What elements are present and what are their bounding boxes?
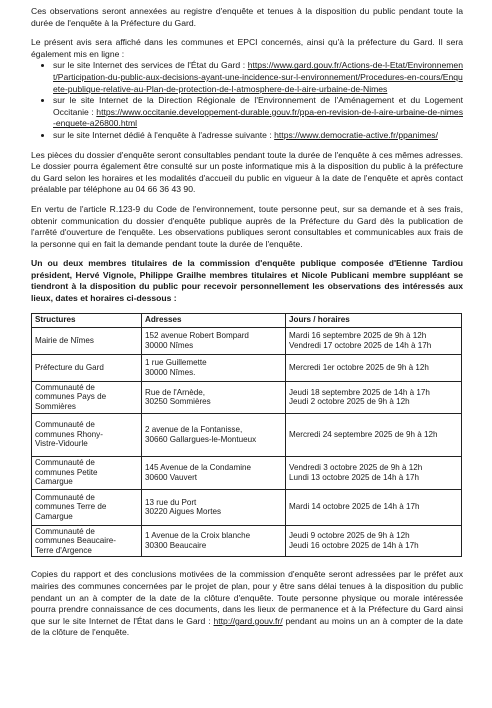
column-header-adresses: Adresses <box>142 313 286 327</box>
link-gard-gouv[interactable]: https://www.gard.gouv.fr/Actions-de-l-Etat/Environnement/Participation-du-public-aux-decisions-ayant-une-incidence-sur-l-environnement/Procedures-en-cours/Enquete-publique-relative-au-Plan-de-protection-de-l-atmosphere-de-l-aire-urbaine-de-Nimes <box>53 60 463 94</box>
link-dreal-occitanie[interactable]: https://www.occitanie.developpement-durable.gouv.fr/ppa-en-revision-de-l-aire-urbaine-de-nimes-enquete-a26800.html <box>53 106 463 129</box>
schedule-cell: Jeudi 18 septembre 2025 de 14h à 17h Jeudi 2 octobre 2025 de 9h à 12h <box>286 381 462 413</box>
structure-cell: Communauté de communes Beaucaire- Terre d'Argence <box>32 525 142 557</box>
schedule-cell: Jeudi 9 octobre 2025 de 9h à 12h Jeudi 16 octobre 2025 de 14h à 17h <box>286 525 462 557</box>
table-row <box>32 354 462 381</box>
address-cell: 2 avenue de la Fontanisse, 30660 Gallargues-le-Montueux <box>142 413 286 456</box>
address-cell: 13 rue du Port 30220 Aigues Mortes <box>142 489 286 525</box>
table-header-row <box>32 313 462 327</box>
table-row <box>32 327 462 354</box>
schedule-cell: Vendredi 3 octobre 2025 de 9h à 12h Lundi 13 octobre 2025 de 14h à 17h <box>286 456 462 489</box>
column-header-structures: Structures <box>32 313 142 327</box>
link-democratie-active[interactable]: https://www.democratie-active.fr/ppanimes/ <box>274 129 438 140</box>
table-row <box>32 456 462 489</box>
paragraph-commission: Un ou deux membres titulaires de la commission d'enquête publique composée d'Etienne Tardiou président, Hervé Vignole, Philippe Grailhe membres titulaires et Nicole Publicani membre suppléant se tiendront à la disposition du public pour recevoir personnellement les observations des intéressés aux lieux, dates et horaires ci-dessous : <box>31 258 463 304</box>
paragraph-pieces-dossier: Les pièces du dossier d'enquête seront consultables pendant toute la durée de l'enquête à ces mêmes adresses. Le dossier pourra également être consulté sur un poste informatique mis à la disposition du public à la préfecture du Gard selon les horaires et les modalités d'accueil du public en vigueur à la date de l'enquête et après contact préalable par téléphone au 04 66 36 43 90. <box>31 149 463 195</box>
link-gard-gouv-home[interactable]: http://gard.gouv.fr/ <box>213 615 283 626</box>
schedule-cell: Mercredi 24 septembre 2025 de 9h à 12h <box>286 413 462 456</box>
paragraph-article: En vertu de l'article R.123-9 du Code de l'environnement, toute personne peut, sur sa demande et à ses frais, obtenir communication du dossier d'enquête publique auprès de la Préfecture du Gard dès la publication de l'arrêté d'ouverture de l'enquête. Les observations publiques seront consultables et communicables aux frais de la personne qui en fait la demande pendant toute la durée de l'enquête. <box>31 203 463 249</box>
table-row <box>32 525 462 557</box>
permanences-table <box>31 313 462 558</box>
table-row <box>32 413 462 456</box>
structure-cell: Communauté de communes Rhony- Vistre-Vidourle <box>32 413 142 456</box>
schedule-cell: Mardi 16 septembre 2025 de 9h à 12h Vendredi 17 octobre 2025 de 14h à 17h <box>286 327 462 354</box>
list-item: • sur le site Internet de la Direction Régionale de l'Environnement de l'Aménagement et du Logement Occitanie : https://www.occitanie.developpement-durable.gouv.fr/ppa-en-revision-de-l-aire-urbaine-de-nimes-enquete-a26800.html <box>53 95 463 130</box>
structure-cell: Communauté de communes Pays de Sommières <box>32 381 142 413</box>
list-item: • sur le site Internet dédié à l'enquête à l'adresse suivante : https://www.democratie-active.fr/ppanimes/ <box>53 130 463 142</box>
online-sites-list <box>31 60 463 141</box>
table-row <box>32 381 462 413</box>
structure-cell: Communauté de communes Terre de Camargue <box>32 489 142 525</box>
structure-cell: Préfecture du Gard <box>32 354 142 381</box>
structure-cell: Mairie de Nîmes <box>32 327 142 354</box>
schedule-cell: Mardi 14 octobre 2025 de 14h à 17h <box>286 489 462 525</box>
structure-cell: Communauté de communes Petite Camargue <box>32 456 142 489</box>
address-cell: Rue de l'Arnède, 30250 Sommières <box>142 381 286 413</box>
list-item: • sur le site Internet des services de l'État du Gard : https://www.gard.gouv.fr/Actions-de-l-Etat/Environnement/Participation-du-public-aux-decisions-ayant-une-incidence-sur-l-environnement/Procedures-en-cours/Enquete-publique-relative-au-Plan-de-protection-de-l-atmosphere-de-l-aire-urbaine-de-Nimes <box>53 60 463 95</box>
paragraph-observations: Ces observations seront annexées au registre d'enquête et tenues à la disposition du public pendant toute la durée de l'enquête à la Préfecture du Gard. <box>31 6 463 28</box>
address-cell: 152 avenue Robert Bompard 30000 Nîmes <box>142 327 286 354</box>
address-cell: 1 rue Guillemette 30000 Nîmes. <box>142 354 286 381</box>
schedule-cell: Mercredi 1er octobre 2025 de 9h à 12h <box>286 354 462 381</box>
column-header-horaires: Jours / horaires <box>286 313 462 327</box>
address-cell: 145 Avenue de la Condamine 30600 Vauvert <box>142 456 286 489</box>
table-row <box>32 489 462 525</box>
address-cell: 1 Avenue de la Croix blanche 30300 Beaucaire <box>142 525 286 557</box>
paragraph-affichage: Le présent avis sera affiché dans les communes et EPCI concernés, ainsi qu'à la préfecture du Gard. Il sera également mis en ligne : <box>31 37 463 59</box>
paragraph-copies-rapport: Copies du rapport et des conclusions motivées de la commission d'enquête seront adressées par le préfet aux mairies des communes concernées par le projet de plan, pour y être sans délai tenues à la disposition du public pendant un an à compter de la date de la clôture d'enquête. Toute personne physique ou morale intéressée pourra prendre connaissance de ces documents, dans les lieux de permanence et à la Préfecture du Gard ainsi que sur le site Internet de l'État dans le Gard : http://gard.gouv.fr/ pendant au moins un an à compter de la date de la clôture de l'enquête. <box>31 569 463 638</box>
